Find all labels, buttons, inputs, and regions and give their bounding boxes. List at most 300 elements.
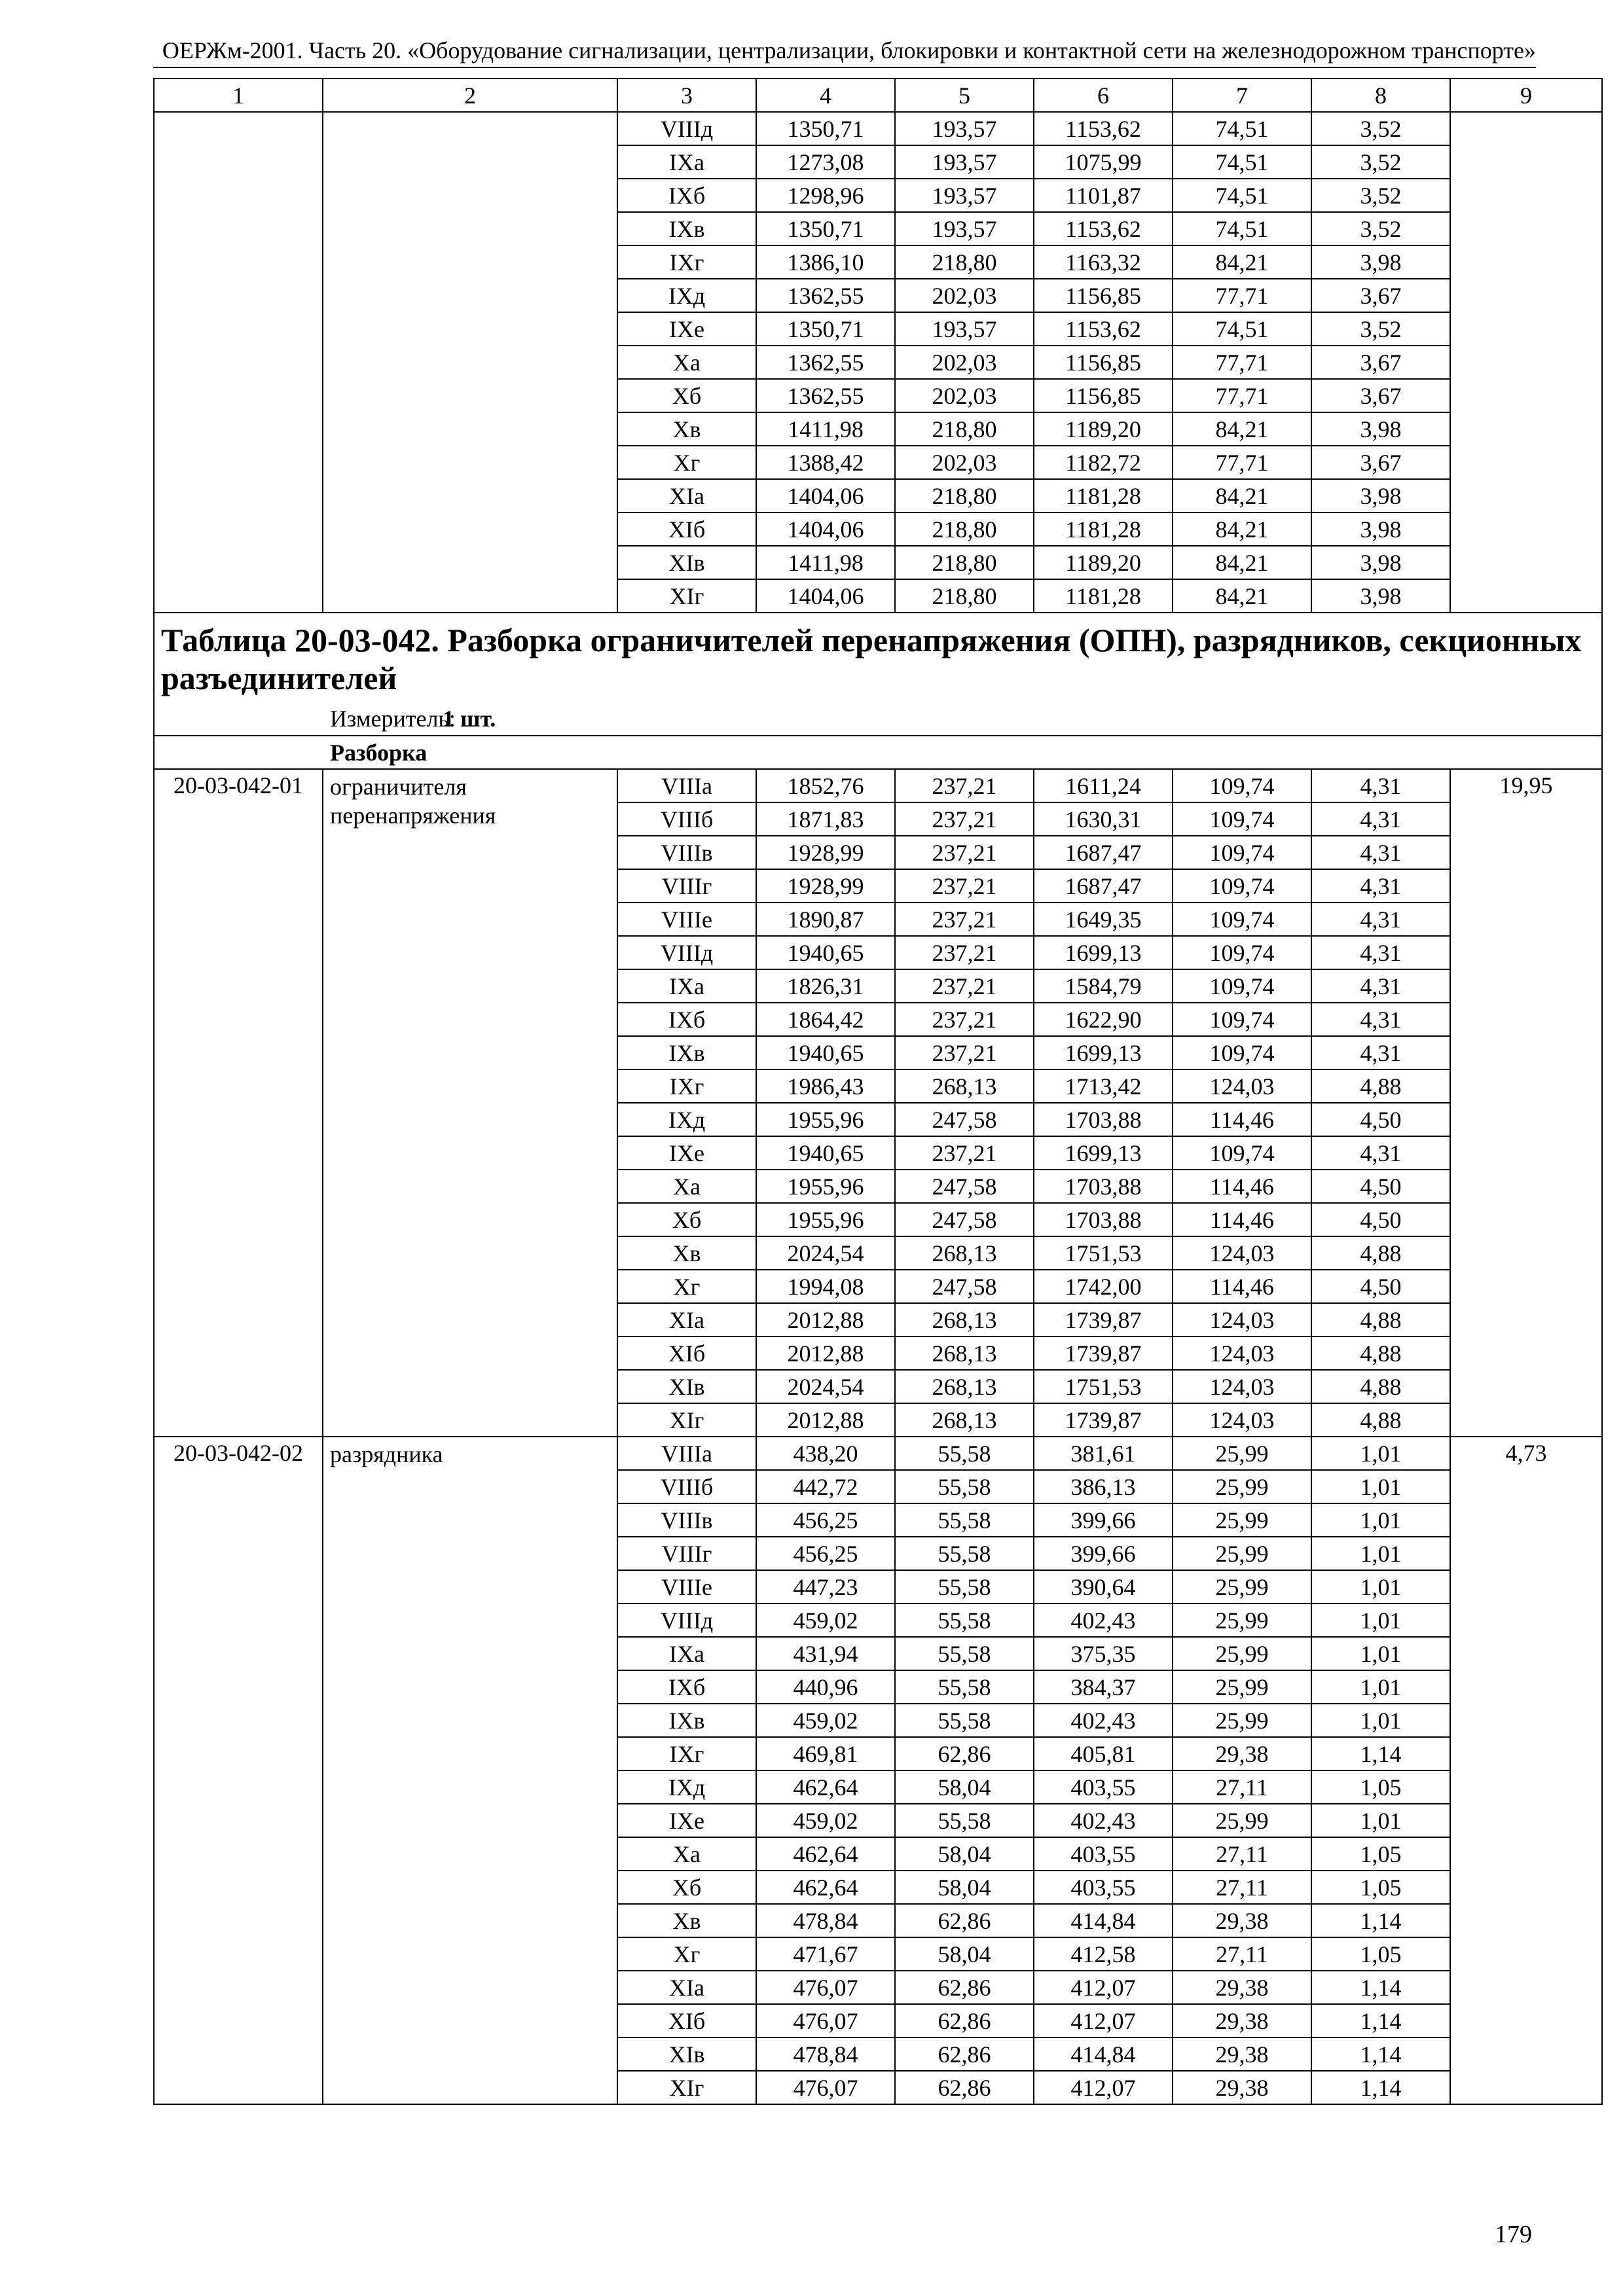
cell-col7: 25,99	[1173, 1637, 1311, 1670]
cell-col8: 1,01	[1311, 1637, 1450, 1670]
cell-rate-zone: IXв	[617, 1036, 756, 1069]
section-title: Разборка	[154, 736, 1602, 769]
column-number: 7	[1173, 79, 1311, 112]
cell-col4: 1411,98	[756, 412, 895, 446]
cell-col5: 218,80	[895, 479, 1034, 512]
cell-col6: 1181,28	[1034, 479, 1173, 512]
cell-col5: 218,80	[895, 245, 1034, 279]
cell-rate-zone: VIIIг	[617, 869, 756, 903]
cell-col4: 1386,10	[756, 245, 895, 279]
cell-col8: 4,88	[1311, 1303, 1450, 1336]
cell-col8: 4,31	[1311, 936, 1450, 969]
cell-rate-zone: IXа	[617, 145, 756, 179]
cell-col8: 4,31	[1311, 1036, 1450, 1069]
cell-col7: 77,71	[1173, 346, 1311, 379]
cell-rate-zone: Xб	[617, 379, 756, 412]
cell-col7: 109,74	[1173, 1136, 1311, 1170]
cell-col4: 2012,88	[756, 1403, 895, 1437]
cell-col5: 218,80	[895, 412, 1034, 446]
cell-col6: 1703,88	[1034, 1103, 1173, 1136]
cell-col7: 109,74	[1173, 836, 1311, 869]
cell-col8: 1,01	[1311, 1537, 1450, 1570]
cell-col7: 109,74	[1173, 802, 1311, 836]
cell-col7: 74,51	[1173, 112, 1311, 145]
cell-col5: 218,80	[895, 546, 1034, 579]
cell-col6: 1153,62	[1034, 112, 1173, 145]
cell-col6: 375,35	[1034, 1637, 1173, 1670]
cell-col8: 4,88	[1311, 1403, 1450, 1437]
cell-col6: 1622,90	[1034, 1003, 1173, 1036]
unit-value: 1 шт.	[443, 706, 496, 732]
cell-col6: 1713,42	[1034, 1069, 1173, 1103]
cell-col4: 1986,43	[756, 1069, 895, 1103]
cell-col5: 237,21	[895, 802, 1034, 836]
rate-description: разрядника	[323, 1437, 617, 2104]
cell-col4: 1404,06	[756, 579, 895, 613]
cell-col4: 459,02	[756, 1604, 895, 1637]
cell-rate-zone: VIIIд	[617, 1604, 756, 1637]
column-number: 1	[154, 79, 323, 112]
cell-rate-zone: XIг	[617, 2071, 756, 2104]
unit-row	[154, 702, 1602, 736]
cell-rate-zone: VIIIе	[617, 903, 756, 936]
cell-rate-zone: XIб	[617, 1336, 756, 1370]
cell-col6: 412,07	[1034, 2004, 1173, 2037]
cell-rate-zone: Xа	[617, 346, 756, 379]
cell-rate-zone: Xв	[617, 1236, 756, 1270]
cell-col6: 1649,35	[1034, 903, 1173, 936]
cell-col8: 1,14	[1311, 1904, 1450, 1937]
cell-rate-zone: IXе	[617, 1136, 756, 1170]
cell-rate-zone: XIг	[617, 579, 756, 613]
cell-col5: 237,21	[895, 969, 1034, 1003]
cell-col6: 1630,31	[1034, 802, 1173, 836]
cell-col5: 268,13	[895, 1336, 1034, 1370]
cell-col7: 84,21	[1173, 512, 1311, 546]
cell-col5: 55,58	[895, 1437, 1034, 1470]
cell-description-continued	[323, 112, 617, 613]
cell-rate-zone: Xв	[617, 1904, 756, 1937]
cell-col4: 478,84	[756, 1904, 895, 1937]
cell-rate-zone: IXг	[617, 1737, 756, 1770]
column-number: 4	[756, 79, 895, 112]
cell-col8: 3,98	[1311, 512, 1450, 546]
cell-col8: 3,98	[1311, 546, 1450, 579]
cell-col7: 114,46	[1173, 1203, 1311, 1236]
cell-col8: 1,01	[1311, 1704, 1450, 1737]
cell-col4: 469,81	[756, 1737, 895, 1770]
cell-col8: 1,05	[1311, 1837, 1450, 1871]
cell-col8: 4,88	[1311, 1370, 1450, 1403]
cell-col4: 1411,98	[756, 546, 895, 579]
cell-col5: 58,04	[895, 1837, 1034, 1871]
cell-col8: 1,01	[1311, 1503, 1450, 1537]
cell-rate-zone: IXе	[617, 1804, 756, 1837]
cell-rate-zone: IXб	[617, 1003, 756, 1036]
rate-description: ограничителя перенапряжения	[323, 769, 617, 1437]
cell-col6: 1182,72	[1034, 446, 1173, 479]
cell-col8: 1,14	[1311, 2004, 1450, 2037]
cell-col8: 3,98	[1311, 245, 1450, 279]
cell-col4: 459,02	[756, 1704, 895, 1737]
cell-col4: 1362,55	[756, 346, 895, 379]
cell-col5: 55,58	[895, 1470, 1034, 1503]
cell-col8: 1,05	[1311, 1770, 1450, 1804]
cell-col6: 402,43	[1034, 1604, 1173, 1637]
cell-col6: 399,66	[1034, 1503, 1173, 1537]
cell-col7: 74,51	[1173, 312, 1311, 346]
cell-col4: 442,72	[756, 1470, 895, 1503]
cell-col7: 74,51	[1173, 212, 1311, 245]
cell-col5: 237,21	[895, 836, 1034, 869]
cell-col5: 202,03	[895, 379, 1034, 412]
rate-code: 20-03-042-02	[154, 1437, 323, 2104]
cell-rate-zone: VIIIд	[617, 936, 756, 969]
cell-col6: 412,07	[1034, 2071, 1173, 2104]
cell-col5: 55,58	[895, 1570, 1034, 1604]
cell-col8: 4,31	[1311, 1136, 1450, 1170]
cell-col5: 62,86	[895, 1904, 1034, 1937]
cell-col4: 459,02	[756, 1804, 895, 1837]
cell-rate-zone: Xг	[617, 446, 756, 479]
cell-col6: 1156,85	[1034, 279, 1173, 312]
cell-col6: 412,58	[1034, 1937, 1173, 1971]
cell-col5: 202,03	[895, 279, 1034, 312]
table-body	[154, 79, 1602, 2104]
cell-col6: 1687,47	[1034, 869, 1173, 903]
rate-col9-value: 19,95	[1450, 769, 1602, 1437]
cell-col7: 109,74	[1173, 769, 1311, 802]
cell-col7: 25,99	[1173, 1437, 1311, 1470]
cell-col8: 3,98	[1311, 412, 1450, 446]
cell-col5: 237,21	[895, 903, 1034, 936]
cell-col5: 55,58	[895, 1670, 1034, 1704]
cell-col8: 3,67	[1311, 379, 1450, 412]
cell-col7: 29,38	[1173, 1737, 1311, 1770]
cell-col8: 3,67	[1311, 346, 1450, 379]
cell-rate-zone: XIв	[617, 546, 756, 579]
cell-col4: 1273,08	[756, 145, 895, 179]
cell-col6: 1181,28	[1034, 579, 1173, 613]
cell-col6: 1699,13	[1034, 1136, 1173, 1170]
unit-cell	[154, 702, 1602, 736]
cell-col5: 247,58	[895, 1203, 1034, 1236]
cell-col4: 1404,06	[756, 512, 895, 546]
cell-rate-zone: VIIIг	[617, 1537, 756, 1570]
cell-col8: 1,01	[1311, 1670, 1450, 1704]
cell-col5: 202,03	[895, 346, 1034, 379]
cell-col8: 1,14	[1311, 1737, 1450, 1770]
cell-col7: 84,21	[1173, 579, 1311, 613]
cell-col5: 193,57	[895, 312, 1034, 346]
cell-col7: 77,71	[1173, 446, 1311, 479]
cell-col8: 4,31	[1311, 903, 1450, 936]
running-header: ОЕРЖм-2001. Часть 20. «Оборудование сигнализации, централизации, блокировки и контактной сети на железнодорожном транспорте»	[162, 37, 1536, 63]
cell-col5: 58,04	[895, 1937, 1034, 1971]
cell-col7: 29,38	[1173, 2004, 1311, 2037]
cell-col6: 1703,88	[1034, 1203, 1173, 1236]
cell-col4: 2012,88	[756, 1336, 895, 1370]
cell-col8: 4,88	[1311, 1336, 1450, 1370]
cell-col8: 4,50	[1311, 1170, 1450, 1203]
cell-col6: 1739,87	[1034, 1403, 1173, 1437]
cell-rate-zone: Xб	[617, 1203, 756, 1236]
cell-col4: 476,07	[756, 2071, 895, 2104]
header-rule	[153, 67, 1536, 68]
cell-col6: 386,13	[1034, 1470, 1173, 1503]
cell-col7: 109,74	[1173, 969, 1311, 1003]
cell-col7: 109,74	[1173, 869, 1311, 903]
column-number: 9	[1450, 79, 1602, 112]
cell-col4: 1404,06	[756, 479, 895, 512]
cell-rate-zone: VIIIд	[617, 112, 756, 145]
unit-label: Измеритель:	[330, 706, 456, 732]
cell-rate-zone: IXв	[617, 212, 756, 245]
cell-col5: 193,57	[895, 179, 1034, 212]
cell-col7: 84,21	[1173, 546, 1311, 579]
cell-col7: 109,74	[1173, 1003, 1311, 1036]
cell-col6: 1156,85	[1034, 379, 1173, 412]
cell-col6: 390,64	[1034, 1570, 1173, 1604]
cell-col6: 414,84	[1034, 2037, 1173, 2071]
cell-col8: 3,52	[1311, 179, 1450, 212]
cell-col4: 1350,71	[756, 212, 895, 245]
cell-col8: 3,67	[1311, 279, 1450, 312]
cell-col7: 27,11	[1173, 1837, 1311, 1871]
cell-col4: 1890,87	[756, 903, 895, 936]
cell-rate-zone: IXа	[617, 1637, 756, 1670]
cell-rate-zone: IXг	[617, 245, 756, 279]
column-number: 2	[323, 79, 617, 112]
cell-col7: 25,99	[1173, 1537, 1311, 1570]
cell-col8: 4,31	[1311, 802, 1450, 836]
cell-col7: 29,38	[1173, 2071, 1311, 2104]
cell-col5: 62,86	[895, 1971, 1034, 2004]
cell-col7: 29,38	[1173, 1971, 1311, 2004]
cell-col8: 1,01	[1311, 1804, 1450, 1837]
cell-col5: 55,58	[895, 1537, 1034, 1570]
cell-rate-zone: XIа	[617, 1303, 756, 1336]
cell-col7: 29,38	[1173, 1904, 1311, 1937]
cell-col4: 1871,83	[756, 802, 895, 836]
cell-col8: 4,31	[1311, 869, 1450, 903]
cell-col4: 476,07	[756, 1971, 895, 2004]
cell-rate-zone: Xб	[617, 1871, 756, 1904]
cell-col7: 124,03	[1173, 1303, 1311, 1336]
cell-rate-zone: IXд	[617, 279, 756, 312]
cell-col8: 3,67	[1311, 446, 1450, 479]
table-row	[154, 112, 1602, 145]
cell-col5: 62,86	[895, 2071, 1034, 2104]
cell-col6: 403,55	[1034, 1871, 1173, 1904]
cell-col4: 440,96	[756, 1670, 895, 1704]
cell-col6: 1703,88	[1034, 1170, 1173, 1203]
cell-rate-zone: IXг	[617, 1069, 756, 1103]
cell-col6: 1075,99	[1034, 145, 1173, 179]
column-number: 5	[895, 79, 1034, 112]
cell-col8: 1,14	[1311, 1971, 1450, 2004]
cell-col6: 1699,13	[1034, 1036, 1173, 1069]
cell-col6: 1699,13	[1034, 936, 1173, 969]
page-number: 179	[1495, 2221, 1532, 2248]
cell-col5: 237,21	[895, 936, 1034, 969]
cell-col5: 237,21	[895, 869, 1034, 903]
cell-col7: 29,38	[1173, 2037, 1311, 2071]
cell-col7: 109,74	[1173, 1036, 1311, 1069]
cell-col7: 25,99	[1173, 1503, 1311, 1537]
cell-col5: 268,13	[895, 1069, 1034, 1103]
cell-rate-zone: XIв	[617, 2037, 756, 2071]
cell-rate-zone: IXе	[617, 312, 756, 346]
cell-col5: 62,86	[895, 2004, 1034, 2037]
cell-col4: 462,64	[756, 1837, 895, 1871]
cell-col7: 25,99	[1173, 1470, 1311, 1503]
column-number: 3	[617, 79, 756, 112]
cell-rate-zone: IXб	[617, 179, 756, 212]
cell-col6: 403,55	[1034, 1837, 1173, 1871]
cell-col6: 1189,20	[1034, 546, 1173, 579]
cell-rate-zone: Xа	[617, 1170, 756, 1203]
cell-col4: 1940,65	[756, 1136, 895, 1170]
cell-col5: 268,13	[895, 1303, 1034, 1336]
table-row	[154, 769, 1602, 802]
cell-rate-zone: VIIIб	[617, 1470, 756, 1503]
cell-col8: 4,88	[1311, 1236, 1450, 1270]
cell-col7: 27,11	[1173, 1871, 1311, 1904]
cell-col7: 27,11	[1173, 1937, 1311, 1971]
cell-col4: 1994,08	[756, 1270, 895, 1303]
cell-col6: 1181,28	[1034, 512, 1173, 546]
cell-col5: 55,58	[895, 1604, 1034, 1637]
cell-rate-zone: VIIIв	[617, 836, 756, 869]
cell-col8: 3,98	[1311, 479, 1450, 512]
cell-col4: 456,25	[756, 1503, 895, 1537]
cell-col6: 1739,87	[1034, 1336, 1173, 1370]
cell-col5: 268,13	[895, 1370, 1034, 1403]
cell-col5: 62,86	[895, 2037, 1034, 2071]
cell-rate-zone: VIIIе	[617, 1570, 756, 1604]
cell-rate-zone: IXв	[617, 1704, 756, 1737]
cell-col8: 4,31	[1311, 769, 1450, 802]
cell-col6: 414,84	[1034, 1904, 1173, 1937]
cell-col4: 1852,76	[756, 769, 895, 802]
column-number: 8	[1311, 79, 1450, 112]
cell-col4: 2024,54	[756, 1370, 895, 1403]
cell-col7: 84,21	[1173, 479, 1311, 512]
cell-col5: 58,04	[895, 1770, 1034, 1804]
cell-rate-zone: Xг	[617, 1937, 756, 1971]
cell-col8: 1,05	[1311, 1871, 1450, 1904]
cell-col8: 1,05	[1311, 1937, 1450, 1971]
cell-col5: 193,57	[895, 112, 1034, 145]
cell-code-continued	[154, 112, 323, 613]
cell-rate-zone: Xа	[617, 1837, 756, 1871]
cell-col8: 1,14	[1311, 2037, 1450, 2071]
cell-col7: 109,74	[1173, 903, 1311, 936]
cell-col6: 1742,00	[1034, 1270, 1173, 1303]
cell-col5: 218,80	[895, 512, 1034, 546]
cell-rate-zone: XIб	[617, 2004, 756, 2037]
cell-col8: 3,52	[1311, 112, 1450, 145]
cell-col5: 237,21	[895, 769, 1034, 802]
cell-col4: 1298,96	[756, 179, 895, 212]
cell-col4: 476,07	[756, 2004, 895, 2037]
table-row	[154, 1437, 1602, 1470]
cell-col4: 462,64	[756, 1770, 895, 1804]
cell-col7: 114,46	[1173, 1270, 1311, 1303]
cell-col8: 3,52	[1311, 145, 1450, 179]
cell-col5: 55,58	[895, 1704, 1034, 1737]
cell-col5: 193,57	[895, 145, 1034, 179]
cell-col6: 1584,79	[1034, 969, 1173, 1003]
cell-col8: 1,14	[1311, 2071, 1450, 2104]
cell-rate-zone: Xг	[617, 1270, 756, 1303]
cell-rate-zone: XIа	[617, 1971, 756, 2004]
cell-col7: 124,03	[1173, 1370, 1311, 1403]
cell-col4: 1928,99	[756, 869, 895, 903]
cell-col5: 237,21	[895, 1036, 1034, 1069]
cell-col6: 1739,87	[1034, 1303, 1173, 1336]
cell-col7: 124,03	[1173, 1069, 1311, 1103]
cell-col7: 124,03	[1173, 1236, 1311, 1270]
cell-col4: 1350,71	[756, 112, 895, 145]
cell-col5: 247,58	[895, 1103, 1034, 1136]
cell-col5: 237,21	[895, 1136, 1034, 1170]
cell-col9-continued	[1450, 112, 1602, 613]
cell-col6: 1153,62	[1034, 212, 1173, 245]
cell-rate-zone: Xв	[617, 412, 756, 446]
cell-col7: 77,71	[1173, 279, 1311, 312]
column-number: 6	[1034, 79, 1173, 112]
cell-col6: 405,81	[1034, 1737, 1173, 1770]
cell-col8: 1,01	[1311, 1570, 1450, 1604]
cell-col4: 2012,88	[756, 1303, 895, 1336]
cell-col8: 4,31	[1311, 969, 1450, 1003]
cell-col8: 4,50	[1311, 1203, 1450, 1236]
cell-col5: 55,58	[895, 1804, 1034, 1837]
cell-col4: 462,64	[756, 1871, 895, 1904]
cell-col4: 1362,55	[756, 379, 895, 412]
cell-col6: 381,61	[1034, 1437, 1173, 1470]
cell-col4: 1928,99	[756, 836, 895, 869]
cell-col8: 1,01	[1311, 1470, 1450, 1503]
cell-col6: 402,43	[1034, 1804, 1173, 1837]
cell-col5: 237,21	[895, 1003, 1034, 1036]
cell-col6: 384,37	[1034, 1670, 1173, 1704]
cell-col7: 109,74	[1173, 936, 1311, 969]
cell-col4: 1388,42	[756, 446, 895, 479]
cell-col5: 62,86	[895, 1737, 1034, 1770]
cell-col6: 1189,20	[1034, 412, 1173, 446]
cell-col8: 4,50	[1311, 1270, 1450, 1303]
cell-rate-zone: XIв	[617, 1370, 756, 1403]
table-caption-row	[154, 613, 1602, 702]
cell-col6: 1611,24	[1034, 769, 1173, 802]
cell-col6: 1751,53	[1034, 1236, 1173, 1270]
cell-rate-zone: VIIIа	[617, 1437, 756, 1470]
cell-col8: 3,52	[1311, 312, 1450, 346]
cell-col5: 247,58	[895, 1270, 1034, 1303]
cell-col8: 1,01	[1311, 1437, 1450, 1470]
cell-col4: 1955,96	[756, 1170, 895, 1203]
cell-col5: 268,13	[895, 1403, 1034, 1437]
cell-col6: 1153,62	[1034, 312, 1173, 346]
cell-col5: 218,80	[895, 579, 1034, 613]
section-row	[154, 736, 1602, 769]
cell-col5: 58,04	[895, 1871, 1034, 1904]
cell-col7: 84,21	[1173, 245, 1311, 279]
price-table	[153, 78, 1603, 2105]
